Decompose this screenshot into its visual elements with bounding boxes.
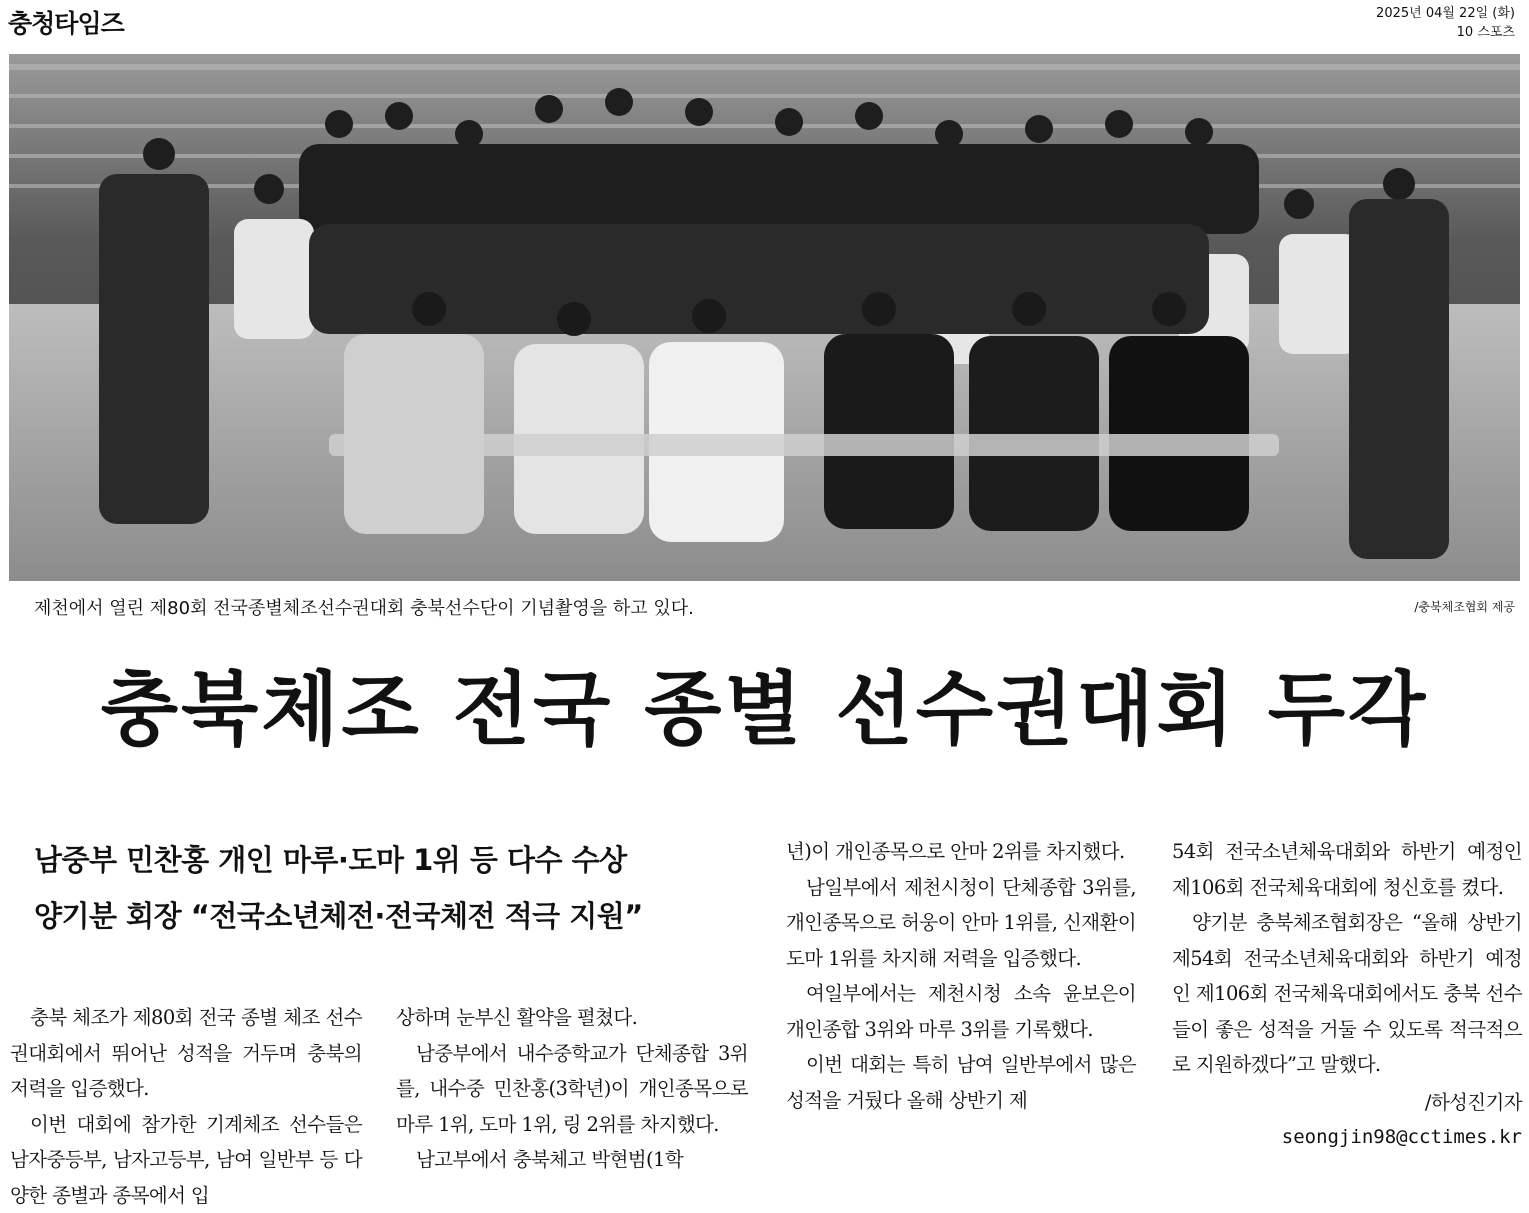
article-column-1 — [10, 1000, 362, 1213]
paragraph: 상하며 눈부신 활약을 펼쳤다. — [396, 1000, 748, 1036]
paragraph: 여일부에서는 제천시청 소속 윤보은이 개인종합 3위와 마루 3위를 기록했다. — [786, 976, 1136, 1047]
team-group-photo — [9, 54, 1520, 581]
paragraph: 양기분 충북체조협회장은 “올해 상반기 제54회 전국소년체육대회와 하반기 예정인 제106회 전국체육대회에서도 충북 선수들이 좋은 성적을 거둘 수 있도록 적극적으로 지원하겠다”고 말했다. — [1172, 905, 1522, 1083]
subheadline: 남중부 민찬홍 개인 마루·도마 1위 등 다수 수상 — [34, 832, 764, 888]
paragraph: 남일부에서 제천시청이 단체종합 3위를, 개인종목으로 허웅이 안마 1위를, 신재환이 도마 1위를 차지해 저력을 입증했다. — [786, 870, 1136, 977]
photo-illustration — [9, 54, 1520, 581]
paragraph: 충북 체조가 제80회 전국 종별 체조 선수권대회에서 뛰어난 성적을 거두며 충북의 저력을 입증했다. — [10, 1000, 362, 1107]
paragraph: 54회 전국소년체육대회와 하반기 예정인 제106회 전국체육대회에 청신호를 켰다. — [1172, 834, 1522, 905]
issue-date: 2025년 04월 22일 (화) — [1376, 4, 1515, 23]
paragraph: 남고부에서 충북체고 박현범(1학 — [396, 1142, 748, 1178]
reporter-email[interactable]: seongjin98@cctimes.kr — [1172, 1120, 1522, 1156]
paragraph: 년)이 개인종목으로 안마 2위를 차지했다. — [786, 834, 1136, 870]
article-subheadlines — [34, 832, 764, 944]
paragraph: 이번 대회는 특히 남여 일반부에서 많은 성적을 거뒀다 올해 상반기 제 — [786, 1047, 1136, 1118]
dateline — [1376, 4, 1515, 42]
reporter-byline: /하성진기자 — [1172, 1085, 1522, 1121]
paragraph: 이번 대회에 참가한 기계체조 선수들은 남자중등부, 남자고등부, 남여 일반부 등 다양한 종별과 종목에서 입 — [10, 1107, 362, 1213]
article-column-2 — [396, 1000, 748, 1178]
article-column-3 — [786, 834, 1136, 1118]
subheadline: 양기분 회장 “전국소년체전·전국체전 적극 지원” — [34, 888, 764, 944]
photo-credit: /충북체조협회 제공 — [1414, 598, 1515, 615]
article-column-4 — [1172, 834, 1522, 1156]
page-section: 10 스포츠 — [1376, 23, 1515, 42]
paragraph: 남중부에서 내수중학교가 단체종합 3위를, 내수중 민찬홍(3학년)이 개인종목으로 마루 1위, 도마 1위, 링 2위를 차지했다. — [396, 1036, 748, 1143]
photo-caption: 제천에서 열린 제80회 전국종별체조선수권대회 충북선수단이 기념촬영을 하고 있다. — [34, 594, 694, 620]
article-headline: 충북체조 전국 종별 선수권대회 두각 — [0, 655, 1529, 765]
newspaper-masthead: 충청타임즈 — [8, 4, 124, 40]
